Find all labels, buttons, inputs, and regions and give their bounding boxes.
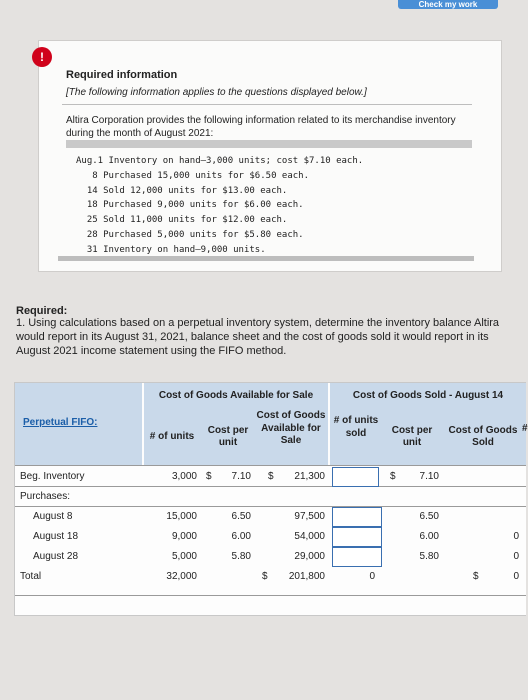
transaction-line: 14 Sold 12,000 units for $13.00 each. [76, 185, 288, 196]
group-header-available: Cost of Goods Available for Sale [158, 390, 314, 401]
total-units-sold: 0 [369, 571, 375, 582]
aug8-cost-2: 6.50 [419, 511, 439, 522]
col-header-edge: # [522, 423, 528, 434]
aug28-cost: 5.80 [231, 551, 251, 562]
row-label-beg-inventory: Beg. Inventory [20, 471, 85, 482]
row-label-purchases: Purchases: [20, 491, 71, 502]
aug18-total: 54,000 [294, 531, 325, 542]
row-label-aug8: August 8 [33, 511, 73, 522]
total-amount: 201,800 [288, 571, 325, 582]
transaction-line: 18 Purchased 9,000 units for $6.00 each. [76, 200, 304, 211]
transaction-line: Aug.1 Inventory on hand–3,000 units; cost $7.10 each. [76, 156, 364, 166]
beg-dollar-sign: $ [206, 471, 212, 482]
grid-line [15, 465, 526, 466]
aug28-cogs: 0 [513, 551, 519, 562]
aug28-cost-2: 5.80 [419, 551, 439, 562]
aug18-units: 9,000 [171, 531, 197, 542]
group-header-cogs: Cost of Goods Sold - August 14 [352, 390, 504, 401]
col-header-units-sold: # of units sold [333, 415, 379, 439]
total-dollar-sign-2: $ [473, 571, 479, 582]
row-label-aug18: August 18 [33, 531, 79, 542]
beg-dollar-sign: $ [390, 471, 396, 482]
aug8-units: 15,000 [166, 511, 197, 522]
transaction-list [76, 154, 363, 258]
aug18-cogs: 0 [513, 531, 519, 542]
total-dollar-sign: $ [262, 571, 268, 582]
col-header-cogas: Cost of Goods Available for Sale [256, 410, 326, 446]
total-units: 32,000 [166, 571, 197, 582]
aug28-units: 5,000 [171, 551, 197, 562]
required-info-note: [The following information applies to the questions displayed below.] [66, 87, 367, 98]
required-text: 1. Using calculations based on a perpetual inventory system, determine the inventory balance Altira would report in its August 31, 2021, balance sheet and the cost of goods sold it would report in its August 2021 income statement using the FIFO method. [16, 317, 500, 357]
aug8-units-sold-input[interactable] [332, 507, 382, 527]
card-bottom-bar [58, 256, 474, 261]
beg-dollar-sign: $ [268, 471, 274, 482]
aug8-total: 97,500 [294, 511, 325, 522]
beg-cost-2: 7.10 [419, 471, 439, 482]
row-label-total: Total [20, 571, 42, 582]
total-cogs: 0 [513, 571, 519, 582]
transaction-line: 25 Sold 11,000 units for $12.00 each. [76, 215, 288, 226]
transaction-line: 28 Purchased 5,000 units for $5.80 each. [76, 229, 304, 240]
required-label: Required: [16, 305, 68, 317]
beg-units-sold-input[interactable] [332, 467, 379, 487]
alert-icon: ! [32, 47, 52, 67]
aug18-cost-2: 6.00 [419, 531, 439, 542]
perpetual-fifo-link[interactable]: Perpetual FIFO: [23, 417, 98, 428]
aug18-cost: 6.00 [231, 531, 251, 542]
intro-text: Altira Corporation provides the following information related to its merchandise inventory during the month of August 2021: [66, 115, 456, 139]
transaction-line: 8 Purchased 15,000 units for $6.50 each. [76, 170, 309, 181]
col-header-cost-per: Cost per unit [207, 425, 249, 448]
beg-total: 21,300 [294, 471, 325, 482]
check-my-work-button[interactable]: Check my work [398, 0, 498, 9]
fifo-table [14, 382, 526, 616]
col-header-cogs: Cost of Goods Sold [448, 425, 518, 448]
col-header-units: # of units [149, 431, 195, 442]
grid-line [15, 595, 526, 596]
grid-line [15, 486, 526, 487]
col-header-cost-per-2: Cost per unit [391, 425, 433, 448]
grid-line [15, 506, 526, 507]
aug18-units-sold-input[interactable] [332, 527, 382, 547]
aug28-units-sold-input[interactable] [332, 547, 382, 567]
required-info-heading: Required information [66, 69, 178, 81]
beg-units: 3,000 [171, 471, 197, 482]
intro-underline-bar [66, 140, 472, 148]
row-label-aug28: August 28 [33, 551, 79, 562]
beg-cost: 7.10 [231, 471, 251, 482]
aug28-total: 29,000 [294, 551, 325, 562]
aug8-cost: 6.50 [231, 511, 251, 522]
transaction-line: 31 Inventory on hand–9,000 units. [76, 244, 266, 255]
divider [62, 104, 472, 105]
